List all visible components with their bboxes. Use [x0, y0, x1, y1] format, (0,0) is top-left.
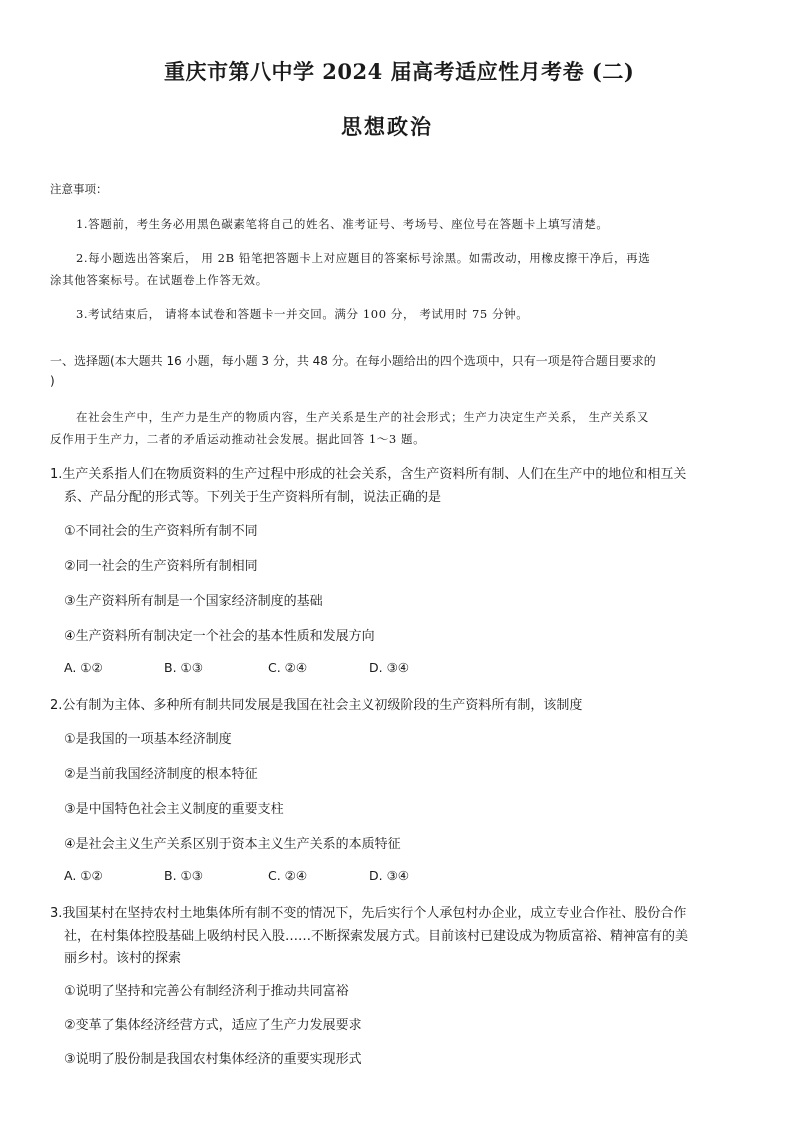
subject-title: 思想政治: [341, 114, 433, 139]
notice-item-2-line-1: 2.每小题选出答案后， 用 2B 铅笔把答题卡上对应题目的答案标号涂黑。如需改动，用橡皮擦干净后，再选: [76, 251, 651, 265]
q1-statement-2: ②同一社会的生产资料所有制相同: [64, 559, 258, 574]
q2-statement-4: ④是社会主义生产关系区别于资本主义生产关系的本质特征: [64, 837, 401, 852]
q2-stem-line-1: 2.公有制为主体、多种所有制共同发展是我国在社会主义初级阶段的生产资料所有制，该制度: [50, 698, 583, 713]
q3-statement-1: ①说明了坚持和完善公有制经济利于推动共同富裕: [64, 984, 349, 999]
q2-statement-3: ③是中国特色社会主义制度的重要支柱: [64, 802, 284, 817]
material-line-1: 在社会生产中，生产力是生产的物质内容，生产关系是生产的社会形式；生产力决定生产关系， 生产关系又: [76, 410, 649, 424]
q3-statement-3: ③说明了股份制是我国农村集体经济的重要实现形式: [64, 1052, 362, 1067]
material-line-2: 反作用于生产力，二者的矛盾运动推动社会发展。据此回答 1～3 题。: [50, 432, 426, 446]
page-title: 重庆市第八中学 2024 届高考适应性月考卷 (二): [164, 59, 635, 84]
section-heading-line-2: ): [50, 374, 55, 388]
q2-choice-a[interactable]: A. ①②: [64, 868, 103, 883]
q1-choice-b[interactable]: B. ①③: [164, 660, 203, 675]
q1-choice-c[interactable]: C. ②④: [268, 660, 308, 675]
notice-item-3: 3.考试结束后， 请将本试卷和答题卡一并交回。满分 100 分， 考试用时 75 分钟。: [76, 307, 529, 321]
q2-choice-b[interactable]: B. ①③: [164, 868, 203, 883]
q3-stem-line-1: 3.我国某村在坚持农村土地集体所有制不变的情况下，先后实行个人承包村办企业，成立专业合作社、股份合作: [50, 906, 687, 921]
notice-item-1: 1.答题前，考生务必用黑色碳素笔将自己的姓名、准考证号、考场号、座位号在答题卡上填写清楚。: [76, 217, 609, 231]
q2-statement-1: ①是我国的一项基本经济制度: [64, 732, 232, 747]
q2-choice-d[interactable]: D. ③④: [369, 868, 409, 883]
notice-item-2-line-2: 涂其他答案标号。在试题卷上作答无效。: [50, 273, 268, 287]
q1-statement-1: ①不同社会的生产资料所有制不同: [64, 524, 258, 539]
q1-stem-line-1: 1.生产关系指人们在物质资料的生产过程中形成的社会关系，含生产资料所有制、人们在生产中的地位和相互关: [50, 467, 687, 482]
q3-statement-2: ②变革了集体经济经营方式，适应了生产力发展要求: [64, 1018, 362, 1033]
q1-choice-a[interactable]: A. ①②: [64, 660, 103, 675]
q2-statement-2: ②是当前我国经济制度的根本特征: [64, 767, 258, 782]
notice-heading: 注意事项：: [50, 182, 108, 196]
q3-stem-line-3: 丽乡村。该村的探索: [64, 951, 182, 966]
section-heading-line-1: 一、选择题(本大题共 16 小题，每小题 3 分，共 48 分。在每小题给出的四个选项中，只有一项是符合题目要求的: [50, 354, 656, 368]
q1-stem-line-2: 系、产品分配的形式等。下列关于生产资料所有制，说法正确的是: [64, 490, 442, 505]
q3-stem-line-2: 社，在村集体控股基础上吸纳村民入股……不断探索发展方式。目前该村已建设成为物质富裕、精神富有的美: [64, 929, 689, 944]
q2-choice-c[interactable]: C. ②④: [268, 868, 308, 883]
q1-statement-4: ④生产资料所有制决定一个社会的基本性质和发展方向: [64, 629, 375, 644]
q1-choice-d[interactable]: D. ③④: [369, 660, 409, 675]
q1-statement-3: ③生产资料所有制是一个国家经济制度的基础: [64, 594, 323, 609]
